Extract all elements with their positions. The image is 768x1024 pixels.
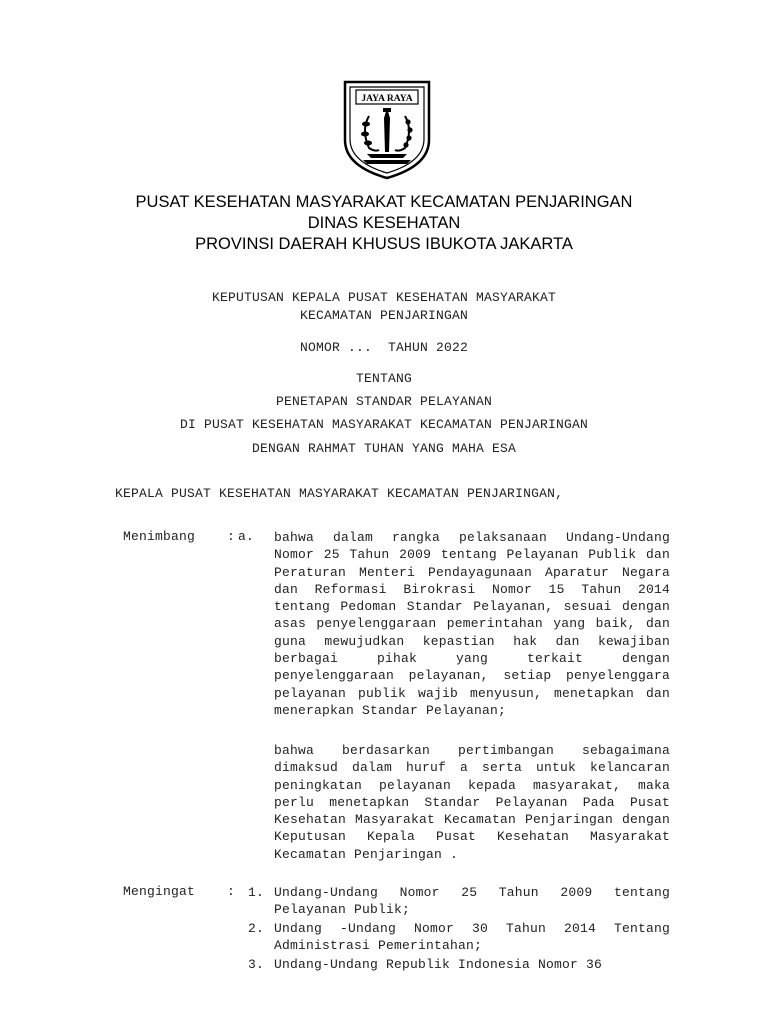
list-item-text: Undang -Undang Nomor 30 Tahun 2014 Tentang Administrasi Pemerintahan; — [274, 921, 670, 953]
menimbang-point-b: bahwa berdasarkan pertimbangan sebagaimana dimaksud dalam huruf a serta untuk kelancaran peningkatan pelayanan kepada masyarakat, maka perlu menetapkan Standar Pelayanan Pada Pusat Kesehatan Masyarakat Kecamatan Penjaringan dengan Keputusan Kepala Pusat Kesehatan Masyarakat Kecamatan Penjaringan . — [274, 743, 670, 862]
list-item — [248, 956, 670, 973]
mengingat-list — [248, 884, 670, 975]
menimbang-point-a: bahwa dalam rangka pelaksanaan Undang-Undang Nomor 25 Tahun 2009 tentang Pelayanan Publik dan Peraturan Menteri Pendayagunaan Aparatur Negara dan Reformasi Birokrasi Nomor 15 Tahun 2014 tentang Pedoman Standar Pelayanan, sesuai dengan asas penyelenggaraan pemerintahan yang baik, dan guna mewujudkan kepastian hak dan kewajiban berbagai pihak yang terkait dengan penyelenggaraan pelayanan, setiap penyelenggara pelayanan publik wajib menyusun, menetapkan dan menerapkan Standar Pelayanan; — [274, 530, 670, 718]
list-item-number: 2. — [248, 921, 265, 936]
decree-subject-line1: PENETAPAN STANDAR PELAYANAN — [275, 394, 493, 409]
logo-text: JAYA RAYA — [361, 94, 413, 104]
list-item — [248, 920, 670, 954]
point-a-marker: a. — [238, 529, 255, 544]
list-item-text: Undang-Undang Nomor 25 Tahun 2009 tentang Pelayanan Publik; — [274, 885, 670, 917]
menimbang-colon: : — [227, 529, 236, 544]
list-item-text: Undang-Undang Republik Indonesia Nomor 36 — [274, 957, 603, 972]
decree-number: NOMOR ... TAHUN 2022 — [299, 340, 469, 355]
menimbang-label: Menimbang — [123, 529, 196, 544]
list-item-number: 1. — [248, 885, 265, 900]
mengingat-colon: : — [227, 884, 236, 899]
header-department: DINAS KESEHATAN — [307, 214, 461, 232]
list-item-number: 3. — [248, 957, 265, 972]
header-institution: PUSAT KESEHATAN MASYARAKAT KECAMATAN PENJARINGAN — [135, 193, 633, 211]
blessing-line: DENGAN RAHMAT TUHAN YANG MAHA ESA — [251, 441, 517, 456]
tentang-label: TENTANG — [355, 371, 412, 386]
mengingat-label: Mengingat — [123, 884, 196, 899]
decree-title-line1: KEPUTUSAN KEPALA PUSAT KESEHATAN MASYARAKAT — [211, 290, 557, 305]
decree-head: KEPALA PUSAT KESEHATAN MASYARAKAT KECAMATAN PENJARINGAN, — [115, 486, 564, 501]
decree-subject-line2: DI PUSAT KESEHATAN MASYARAKAT KECAMATAN PENJARINGAN — [179, 417, 589, 432]
list-item — [248, 884, 670, 918]
jakarta-emblem-logo — [339, 78, 435, 180]
header-province: PROVINSI DAERAH KHUSUS IBUKOTA JAKARTA — [195, 235, 573, 253]
decree-title-line2: KECAMATAN PENJARINGAN — [299, 308, 469, 323]
